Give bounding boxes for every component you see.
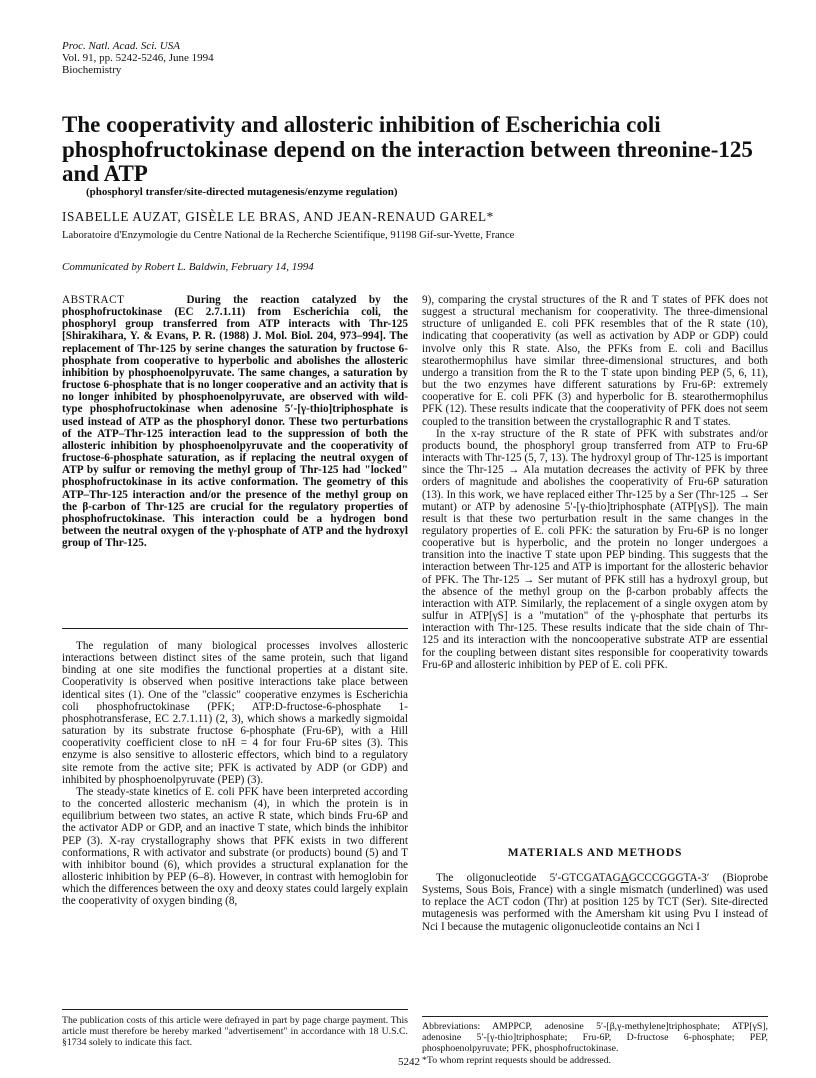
authors: ISABELLE AUZAT, GISÈLE LE BRAS, AND JEAN-RENAUD GAREL* bbox=[62, 209, 494, 224]
abstract-text: During the reaction catalyzed by the phosphofructokinase (EC 2.7.1.11) from Escherichia coli, the phosphoryl group transferred from ATP interacts with Thr-125 [Shirakihara, Y. & Evans, P. R. (1988) J. Mol. Biol. 204, 973–994]. The replacement of Thr-125 by serine changes the saturation by fructose 6-phosphate from cooperative to hyperbolic and abolishes the allosteric inhibition by phosphoenolpyruvate. The same changes, a saturation by fructose 6-phosphate that is no longer cooperative and an activity that is no longer inhibited by phosphoenolpyruvate, are observed with wild-type phosphofructokinase when adenosine 5′-[γ-thio]triphosphate is used instead of ATP as the phosphoryl donor. These two perturbations of the ATP–Thr-125 interaction lead to the suppression of both the allosteric inhibition by phosphoenolpyruvate and the cooperativity of fructose-6-phosphate saturation, as if replacing the neutral oxygen of ATP by sulfur or removing the methyl group of Thr-125 had "locked" phosphofructokinase in its active conformation. The geometry of this ATP–Thr-125 interaction and/or the presence of the methyl group on the β-carbon of Thr-125 are crucial for the regulatory properties of phosphofructokinase. This interaction could be a hydrogen bond between the neutral oxygen of the γ-phosphate of ATP and the hydroxyl group of Thr-125. bbox=[62, 294, 408, 550]
abstract-divider bbox=[62, 628, 408, 629]
footnote-divider-right bbox=[422, 1016, 768, 1017]
abbreviations-footnote: Abbreviations: AMPPCP, adenosine 5′-[β,γ-methylene]triphosphate; ATP[γS], adenosine 5′-[γ-thio]triphosphate; Fru-6P, D-fructose 6-phosphate; PEP, phosphoenolpyruvate; PFK, phosphofructokinase. bbox=[422, 1021, 768, 1055]
abstract bbox=[62, 294, 408, 549]
right-paragraph-2: In the x-ray structure of the R state of PFK with substrates and/or products bound, the phosphoryl group transferred from ATP to Fru-6P interacts with Thr-125 (5, 7, 13). The hydroxyl group of Thr-125 is important since the Thr-125 → Ala mutation decreases the activity of PFK by three orders of magnitude and abolishes the cooperativity of Fru-6P saturation (13). In this work, we have replaced either Thr-125 by a Ser (Thr-125 → Ser mutant) or ATP by adenosine 5′-[γ-thio]triphosphate (ATP[γS]). The main result is that these two perturbation result in the same changes in the regulatory properties of E. coli PFK: the saturation by Fru-6P is no longer cooperative but is hyperbolic, and the protein no longer undergoes a transition into the inactive T state upon PEP binding. This suggests that the interaction between Thr-125 and ATP is important for the allosteric behavior of PFK. The Thr-125 → Ser mutant of PFK still has a hydroxyl group, but the absence of the methyl group on the β-carbon probably affects the interaction with ATP. Similarly, the replacement of a single oxygen atom by sulfur in ATP[γS] is a "mutation" of the γ-phosphate that perturbs its interaction with Thr-125. These results indicate that the side chain of Thr-125 and its interaction with the noncooperative substrate ATP are essential for the coupling between distant sites responsible for cooperativity towards Fru-6P and allosteric inhibition by PEP of E. coli PFK. bbox=[422, 427, 768, 671]
right-paragraph-1: 9), comparing the crystal structures of the R and T states of PFK does not suggest a structural mechanism for cooperativity. The three-dimensional structure of unliganded E. coli PFK resembles that of the R state (10), indicating that cooperativity (as well as activation by ADP or GDP) could involve only this R state. Also, the PFKs from E. coli and Bacillus stearothermophilus have similar three-dimensional structures, and both undergo a transition from the R to the T state upon binding PEP (5, 6, 11), but the two enzymes have different saturations by Fru-6P: extremely cooperative for E. coli PFK (3) and hyperbolic for B. stearothermophilus PFK (12). These results indicate that the cooperativity of PFK does not seem coupled to the transition between the crystallographic R and T states. bbox=[422, 294, 768, 428]
keywords: (phosphoryl transfer/site-directed mutagenesis/enzyme regulation) bbox=[86, 186, 398, 198]
affiliation: Laboratoire d'Enzymologie du Centre National de la Recherche Scientifique, 91198 Gif-sur-Yvette, France bbox=[62, 230, 515, 241]
methods-heading: MATERIALS AND METHODS bbox=[507, 847, 683, 859]
correspondence-footnote: *To whom reprint requests should be addressed. bbox=[422, 1054, 611, 1066]
introduction bbox=[62, 640, 408, 907]
journal-name: Proc. Natl. Acad. Sci. USA bbox=[62, 40, 180, 52]
oligo-sequence-start: The oligonucleotide 5′-GTCGATAG bbox=[436, 872, 621, 884]
right-column bbox=[422, 294, 768, 671]
publication-cost-footnote: The publication costs of this article were defrayed in part by page charge payment. This article must therefore be hereby marked "advertisement" in accordance with 18 U.S.C. §1734 solely to indicate this fact. bbox=[62, 1015, 408, 1048]
communicated-by: Communicated by Robert L. Baldwin, February 14, 1994 bbox=[62, 261, 314, 273]
intro-paragraph-2: The steady-state kinetics of E. coli PFK have been interpreted according to the concerted allosteric mechanism (4), in which the protein is in equilibrium between two states, an active R state, which binds Fru-6P and the activator ADP or GDP, and an inactive T state, which binds the inhibitor PEP (3). X-ray crystallography shows that PFK exists in two different conformations, R with activator and substrate (or products) bound (5) and T with inhibitor bound (6), which provides a structural explanation for the allosteric inhibition by PEP (6–8). However, in contrast with hemoglobin for which the differences between the oxy and deoxy states could largely explain the cooperativity of oxygen binding (8, bbox=[62, 785, 408, 908]
page-number: 5242 bbox=[398, 1056, 420, 1068]
journal-header bbox=[62, 40, 214, 76]
methods-text: (Bioprobe Systems, Sous Bois, France) with a single mismatch (underlined) was used to replace the ACT codon (Thr) at position 125 by TCT (Ser). Site-directed mutagenesis was performed with the Amersham kit using Pvu I instead of Nci I because the mutagenic oligonucleotide contains an Nci I bbox=[422, 872, 768, 933]
footnotes-right bbox=[422, 1021, 768, 1066]
oligo-sequence-end: GCCCGGGTA-3′ bbox=[628, 872, 710, 884]
oligo-mismatch: A bbox=[620, 872, 629, 884]
journal-section: Biochemistry bbox=[62, 64, 122, 76]
methods-section bbox=[422, 872, 768, 933]
article-title: The cooperativity and allosteric inhibition of Escherichia coli phosphofructokinase depend on the interaction between threonine-125 and ATP bbox=[62, 112, 753, 186]
intro-paragraph-1: The regulation of many biological processes involves allosteric interactions between distinct sites of the same protein, such that ligand binding at one site modifies the functional properties at a distant site. Cooperativity is observed when positive interactions take place between identical sites (1). One of the "classic" cooperative enzymes is Escherichia coli phosphofructokinase (PFK; ATP:D-fructose-6-phosphate 1-phosphotransferase, EC 2.7.1.11) (2, 3), which shows a markedly sigmoidal saturation by its substrate fructose 6-phosphate (Fru-6P), with a Hill cooperativity coefficient close to nH = 4 for four Fru-6P sites (3). This enzyme is also sensitive to allosteric effectors, which bind to a regulatory site remote from the active site; PFK is activated by ADP (or GDP) and inhibited by phosphoenolpyruvate (PEP) (3). bbox=[62, 640, 408, 786]
footnote-divider-left bbox=[62, 1009, 408, 1010]
journal-volume: Vol. 91, pp. 5242-5246, June 1994 bbox=[62, 52, 214, 64]
abstract-heading: ABSTRACT bbox=[62, 294, 125, 306]
